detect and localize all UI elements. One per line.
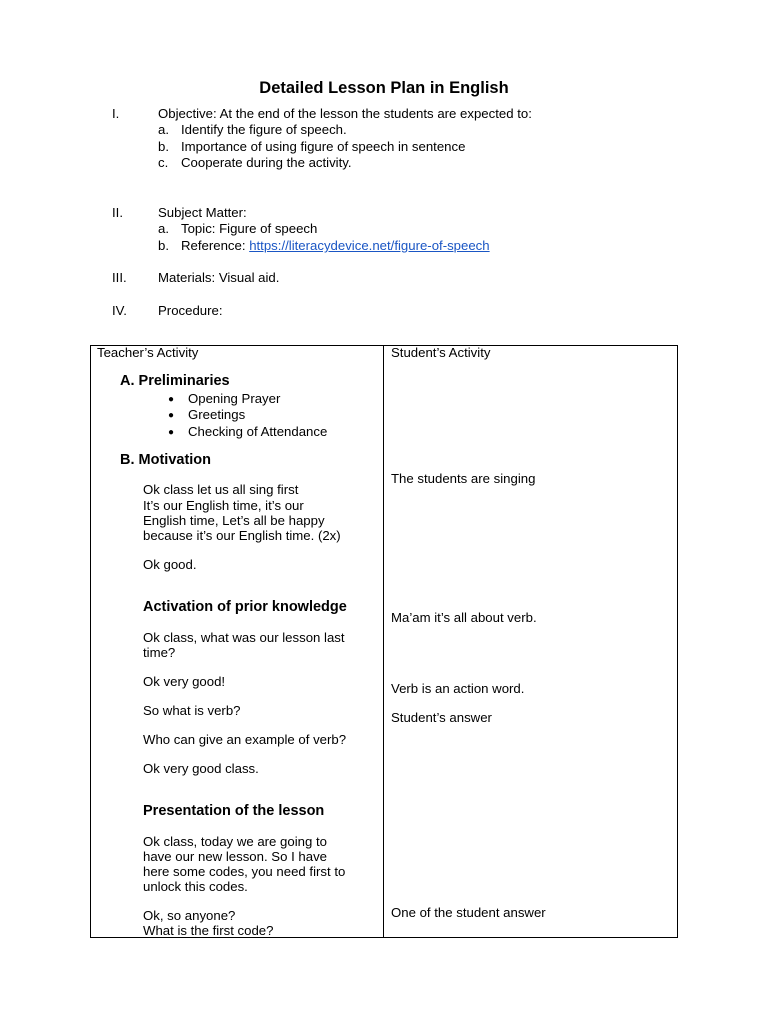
- procedure-text: Procedure:: [158, 303, 223, 318]
- student-response: One of the student answer: [391, 905, 546, 920]
- reference-link[interactable]: https://literacydevice.net/figure-of-speech: [249, 238, 490, 253]
- activation-heading: Activation of prior knowledge: [143, 599, 347, 615]
- student-response: Ma’am it’s all about verb.: [391, 610, 537, 625]
- reference-label: Reference:: [181, 238, 250, 253]
- teacher-line: here some codes, you need first to: [143, 864, 346, 879]
- preliminary-item: Checking of Attendance: [188, 424, 328, 439]
- item-letter: a.: [158, 221, 169, 236]
- teacher-line: Ok class, what was our lesson last: [143, 630, 345, 645]
- teacher-line: unlock this codes.: [143, 879, 248, 894]
- topic-item: Topic: Figure of speech: [181, 221, 318, 236]
- teacher-line: Ok class let us all sing first: [143, 482, 299, 497]
- objective-item: Identify the figure of speech.: [181, 122, 347, 137]
- bullet-icon: ●: [168, 427, 175, 438]
- bullet-icon: ●: [168, 394, 175, 405]
- student-response: The students are singing: [391, 471, 536, 486]
- teacher-line: because it’s our English time. (2x): [143, 528, 341, 543]
- preliminaries-heading: A. Preliminaries: [120, 373, 230, 389]
- teacher-line: English time, Let’s all be happy: [143, 513, 325, 528]
- item-letter: b.: [158, 238, 169, 253]
- student-response: Student’s answer: [391, 710, 492, 725]
- objective-item: Cooperate during the activity.: [181, 155, 352, 170]
- student-response: Verb is an action word.: [391, 681, 525, 696]
- teacher-line: Ok, so anyone?: [143, 908, 236, 923]
- section-number: IV.: [112, 303, 127, 318]
- item-letter: c.: [158, 155, 169, 170]
- preliminary-item: Opening Prayer: [188, 391, 281, 406]
- item-letter: b.: [158, 139, 169, 154]
- teacher-line: Ok very good class.: [143, 761, 259, 776]
- reference-item: [181, 238, 490, 254]
- section-number: II.: [112, 205, 123, 220]
- objective-item: Importance of using figure of speech in sentence: [181, 139, 466, 154]
- motivation-heading: B. Motivation: [120, 452, 212, 468]
- section-number: III.: [112, 270, 127, 285]
- section-text: Objective: At the end of the lesson the students are expected to:: [158, 106, 532, 121]
- teacher-line: It’s our English time, it’s our: [143, 498, 304, 513]
- teacher-line: time?: [143, 645, 176, 660]
- teacher-line: have our new lesson. So I have: [143, 849, 328, 864]
- teacher-line: So what is verb?: [143, 703, 241, 718]
- teacher-line: Ok very good!: [143, 674, 226, 689]
- teacher-line: Who can give an example of verb?: [143, 732, 347, 747]
- materials-text: Materials: Visual aid.: [158, 270, 280, 285]
- section-number: I.: [112, 106, 120, 121]
- section-text: Subject Matter:: [158, 205, 247, 220]
- student-activity-header: Student’s Activity: [391, 345, 491, 360]
- item-letter: a.: [158, 122, 169, 137]
- column-divider: [383, 345, 384, 938]
- teacher-line: Ok good.: [143, 557, 197, 572]
- document-title: Detailed Lesson Plan in English: [259, 79, 509, 97]
- preliminary-item: Greetings: [188, 407, 246, 422]
- teacher-activity-header: Teacher’s Activity: [97, 345, 199, 360]
- teacher-line: Ok class, today we are going to: [143, 834, 327, 849]
- presentation-heading: Presentation of the lesson: [143, 803, 325, 819]
- bullet-icon: ●: [168, 410, 175, 421]
- teacher-line: What is the first code?: [143, 923, 274, 938]
